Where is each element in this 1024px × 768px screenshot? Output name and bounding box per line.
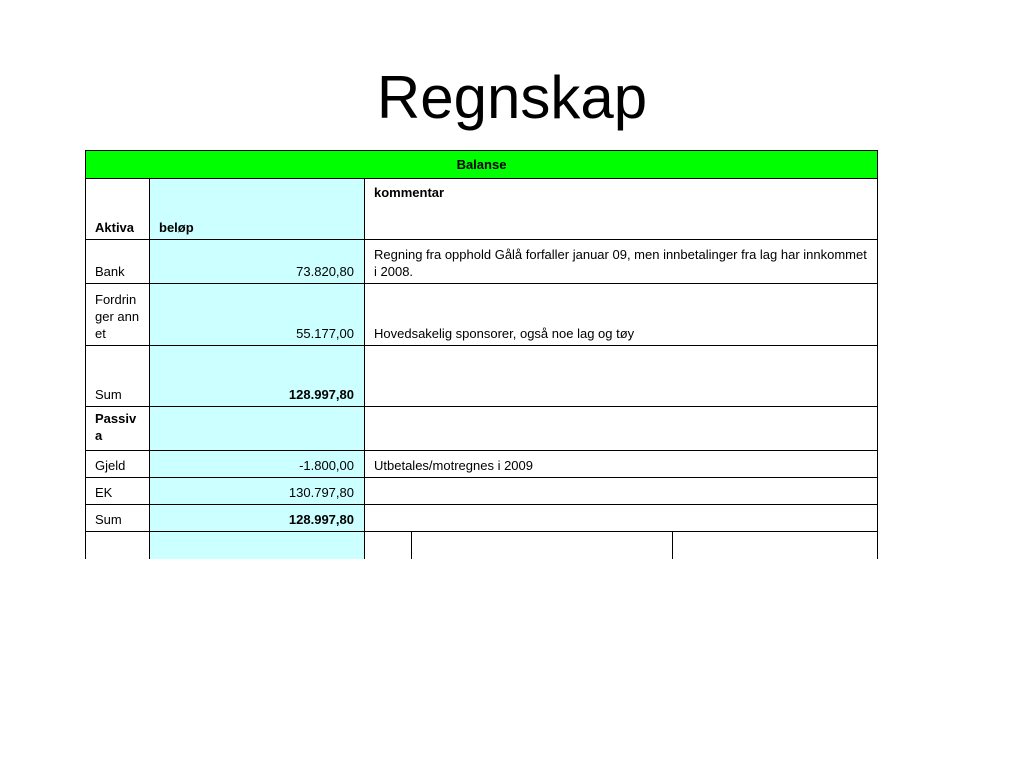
row-comment: Hovedsakelig sponsorer, også noe lag og tøy xyxy=(365,284,878,346)
empty-amount-cell xyxy=(150,532,365,559)
table-header: Balanse xyxy=(86,151,878,179)
row-label: EK xyxy=(86,478,150,505)
table-header-row xyxy=(86,151,878,179)
row-comment xyxy=(365,346,878,407)
empty-cell xyxy=(412,532,673,559)
row-label: Sum xyxy=(86,505,150,532)
row-comment xyxy=(365,478,878,505)
row-amount: 128.997,80 xyxy=(150,505,365,532)
row-amount: 128.997,80 xyxy=(150,346,365,407)
empty-cell xyxy=(673,532,878,559)
table-row xyxy=(86,505,878,532)
row-comment: Utbetales/motregnes i 2009 xyxy=(365,451,878,478)
row-label: Gjeld xyxy=(86,451,150,478)
row-label: Passiva xyxy=(86,407,150,451)
column-header-amount: beløp xyxy=(150,179,365,240)
balance-table xyxy=(85,150,878,559)
table-row xyxy=(86,240,878,284)
row-amount xyxy=(150,407,365,451)
row-amount: -1.800,00 xyxy=(150,451,365,478)
row-amount: 130.797,80 xyxy=(150,478,365,505)
row-comment xyxy=(365,505,878,532)
table-row xyxy=(86,478,878,505)
empty-cell xyxy=(86,532,150,559)
row-label: Bank xyxy=(86,240,150,284)
table-row xyxy=(86,284,878,346)
row-amount: 73.820,80 xyxy=(150,240,365,284)
column-header-label: Aktiva xyxy=(86,179,150,240)
row-label: Sum xyxy=(86,346,150,407)
table-row xyxy=(86,407,878,451)
empty-cell xyxy=(365,532,412,559)
table-row xyxy=(86,451,878,478)
column-header-row xyxy=(86,179,878,240)
row-amount: 55.177,00 xyxy=(150,284,365,346)
column-header-comment: kommentar xyxy=(365,179,878,240)
table-row xyxy=(86,346,878,407)
row-label: Fordringer annet xyxy=(86,284,150,346)
table-row-empty xyxy=(86,532,878,559)
slide-title: Regnskap xyxy=(376,64,648,131)
row-comment xyxy=(365,407,878,451)
row-comment: Regning fra opphold Gålå forfaller januar 09, men innbetalinger fra lag har innkommet i 2008. xyxy=(365,240,878,284)
